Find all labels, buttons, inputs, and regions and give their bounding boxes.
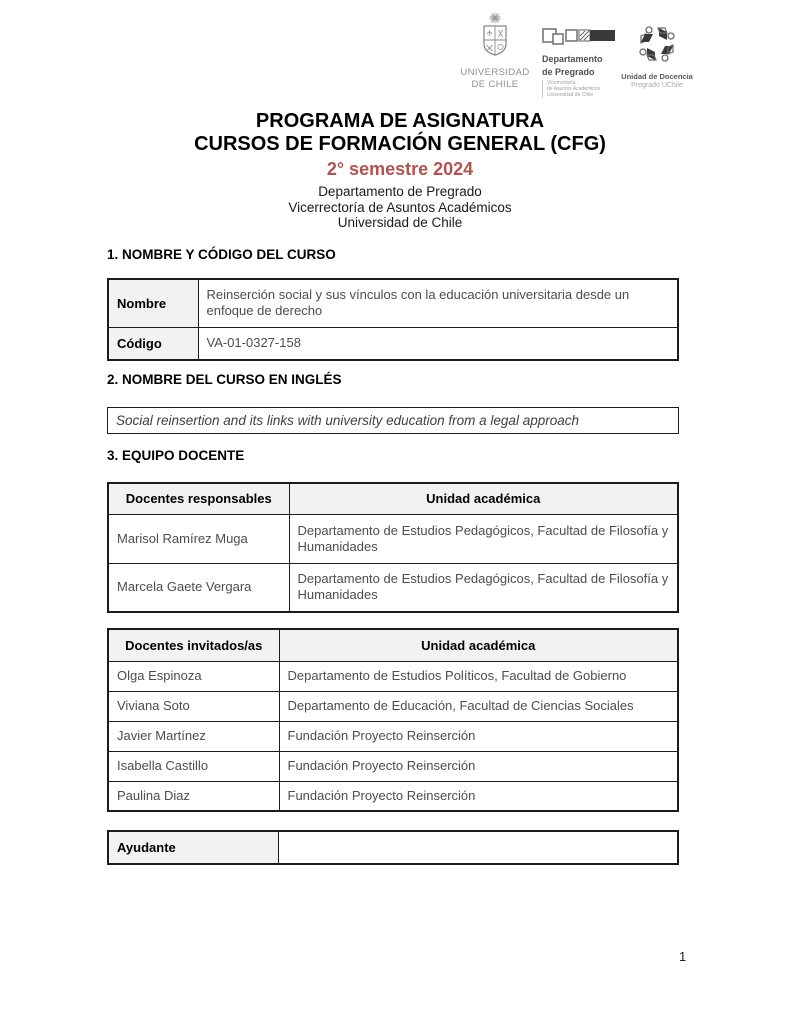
pregrado-logo-title-line1: Departamento [542,54,603,64]
document-title-line2: CURSOS DE FORMACIÓN GENERAL (CFG) [194,133,606,155]
subtitle-university: Universidad de Chile [337,215,463,230]
codigo-label: Código [108,327,198,360]
invitado-name: Olga Espinoza [108,661,279,691]
invitado-unit: Departamento de Estudios Políticos, Facultad de Gobierno [279,661,678,691]
invitado-unit: Fundación Proyecto Reinserción [279,781,678,811]
pregrado-squares-icon [542,28,616,46]
responsable-name: Marisol Ramírez Muga [108,514,289,563]
invitado-name: Isabella Castillo [108,751,279,781]
english-name-value: Social reinsertion and its links with university education from a legal approach [116,413,579,428]
docencia-pinwheel-icon [635,22,679,66]
section2-heading: 2. NOMBRE DEL CURSO EN INGLÉS [107,372,342,387]
ayudante-value [278,831,678,864]
nombre-label: Nombre [108,279,198,327]
title-block [107,110,693,231]
table-row [108,279,678,327]
ayudante-label: Ayudante [108,831,278,864]
table-row [108,831,678,864]
table-row [108,563,678,612]
docentes-responsables-table [107,482,679,613]
invitado-name: Javier Martínez [108,721,279,751]
docentes-invitados-table [107,628,679,812]
section1-heading: 1. NOMBRE Y CÓDIGO DEL CURSO [107,247,336,262]
invitado-name: Viviana Soto [108,691,279,721]
docencia-logo-text-line1: Unidad de Docencia [621,72,693,81]
pregrado-logo-title-line2: de Pregrado [542,67,595,77]
table-row [108,781,678,811]
pregrado-logo-subtext-line1: Vicerrectoría [547,80,576,86]
invitado-unit: Departamento de Educación, Facultad de Ciencias Sociales [279,691,678,721]
subtitle-department: Departamento de Pregrado [318,184,482,199]
uchile-shield-icon [476,12,514,62]
docencia-logo-text-line2: Pregrado UChile [631,81,683,89]
table-header-row [108,483,678,514]
uchile-logo [452,12,538,90]
docencia-logo [618,12,696,90]
unidad-academica-col-header: Unidad académica [279,629,678,661]
invitado-name: Paulina Diaz [108,781,279,811]
pregrado-logo [538,12,618,98]
responsable-name: Marcela Gaete Vergara [108,563,289,612]
pregrado-logo-subtext-line3: Universidad de Chile [547,92,594,98]
invitado-unit: Fundación Proyecto Reinserción [279,751,678,781]
document-title-line1: PROGRAMA DE ASIGNATURA [255,110,545,132]
responsable-unit: Departamento de Estudios Pedagógicos, Facultad de Filosofía y Humanidades [289,514,678,563]
subtitle-vicerrectoria: Vicerrectoría de Asuntos Académicos [288,199,512,215]
pregrado-logo-subtext-line2: de Asuntos Académicos [547,86,601,92]
course-name-code-table [107,278,679,361]
invitado-unit: Fundación Proyecto Reinserción [279,721,678,751]
semester-label: 2° semestre 2024 [326,159,474,179]
header-logos [452,12,696,98]
table-row [108,751,678,781]
page-number: 1 [679,949,687,964]
responsables-col-header: Docentes responsables [108,483,289,514]
table-row [108,661,678,691]
section3-heading: 3. EQUIPO DOCENTE [107,448,245,463]
invitados-col-header: Docentes invitados/as [108,629,279,661]
table-row [108,514,678,563]
nombre-value: Reinserción social y sus vínculos con la educación universitaria desde un enfoque de derecho [198,279,678,327]
pregrado-logo-subtext [542,80,618,98]
codigo-value: VA-01-0327-158 [198,327,678,360]
uchile-logo-text-line2: DE CHILE [471,78,519,90]
uchile-logo-text-line1: UNIVERSIDAD [460,67,530,78]
table-row [108,721,678,751]
table-row [108,691,678,721]
table-row [108,327,678,360]
english-name-box [107,407,679,434]
unidad-academica-col-header: Unidad académica [289,483,678,514]
table-header-row [108,629,678,661]
ayudante-table [107,830,679,865]
responsable-unit: Departamento de Estudios Pedagógicos, Facultad de Filosofía y Humanidades [289,563,678,612]
